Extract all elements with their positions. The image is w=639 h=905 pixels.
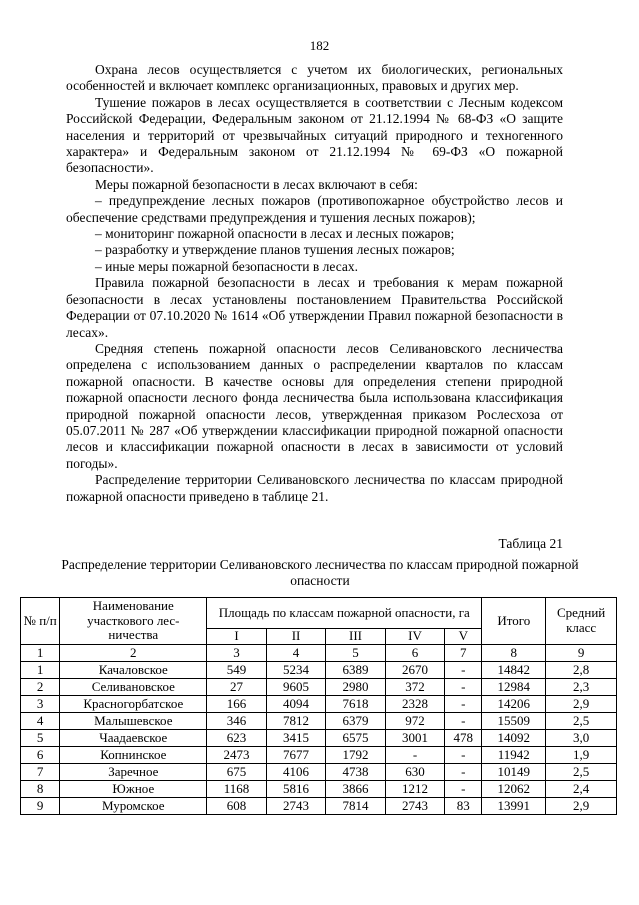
table-cell: 1168 xyxy=(207,780,266,797)
table-cell: 3 xyxy=(21,695,60,712)
table-cell: 5 xyxy=(21,729,60,746)
table-cell: 7677 xyxy=(266,746,325,763)
paragraph: Охрана лесов осуществляется с учетом их биологических, региональных особенностей и включает комплекс организационных, правовых и других мер. xyxy=(66,62,563,94)
column-number-cell: 5 xyxy=(326,644,385,661)
column-number-row xyxy=(21,644,617,661)
table-cell: - xyxy=(445,763,482,780)
table-cell: 549 xyxy=(207,661,266,678)
table-cell: 27 xyxy=(207,678,266,695)
table-cell: 2670 xyxy=(385,661,444,678)
table-cell: - xyxy=(445,661,482,678)
table-cell: 675 xyxy=(207,763,266,780)
paragraph: – предупреждение лесных пожаров (противопожарное обустройство лесов и обеспечение средствами предупреждения и тушения лесных пожаров); xyxy=(66,193,563,225)
paragraph: – иные меры пожарной безопасности в лесах. xyxy=(95,258,358,274)
table-row xyxy=(21,729,617,746)
column-number-cell: 4 xyxy=(266,644,325,661)
paragraph: – разработку и утверждение планов тушения лесных пожаров; xyxy=(95,242,455,258)
table-cell: 7814 xyxy=(326,797,385,814)
table-cell: 166 xyxy=(207,695,266,712)
table-row xyxy=(21,746,617,763)
table-cell: 1792 xyxy=(326,746,385,763)
table-cell: 4106 xyxy=(266,763,325,780)
table-cell: 83 xyxy=(445,797,482,814)
forestry-name-cell: Южное xyxy=(60,780,207,797)
forestry-name-cell: Малышевское xyxy=(60,712,207,729)
table-cell: 2328 xyxy=(385,695,444,712)
forestry-name-cell: Заречное xyxy=(60,763,207,780)
table-cell: 2743 xyxy=(266,797,325,814)
table-cell: 4 xyxy=(21,712,60,729)
table-cell: 2 xyxy=(21,678,60,695)
header-class-4: IV xyxy=(385,629,444,645)
table-cell: - xyxy=(385,746,444,763)
forestry-name-cell: Селивановское xyxy=(60,678,207,695)
header-name: Наименование участкового лес-ничества xyxy=(60,598,207,645)
table-cell: 3001 xyxy=(385,729,444,746)
table-cell: - xyxy=(445,695,482,712)
header-avg: Средний класс xyxy=(546,598,617,645)
table-cell: 2,5 xyxy=(546,763,617,780)
table-cell: 14842 xyxy=(482,661,546,678)
forestry-name-cell: Муромское xyxy=(60,797,207,814)
fire-danger-table xyxy=(20,597,617,815)
table-cell: 1212 xyxy=(385,780,444,797)
header-class-3: III xyxy=(326,629,385,645)
table-cell: 6 xyxy=(21,746,60,763)
column-number-cell: 1 xyxy=(21,644,60,661)
column-number-cell: 3 xyxy=(207,644,266,661)
table-cell: 3,0 xyxy=(546,729,617,746)
table-row xyxy=(21,797,617,814)
table-cell: 2,8 xyxy=(546,661,617,678)
table-cell: 5816 xyxy=(266,780,325,797)
table-cell: - xyxy=(445,712,482,729)
paragraph: Меры пожарной безопасности в лесах включают в себя: xyxy=(95,176,418,192)
table-cell: 8 xyxy=(21,780,60,797)
table-row xyxy=(21,763,617,780)
header-total: Итого xyxy=(482,598,546,645)
table-cell: 14092 xyxy=(482,729,546,746)
table-cell: 7618 xyxy=(326,695,385,712)
table-cell: 2980 xyxy=(326,678,385,695)
table-row xyxy=(21,661,617,678)
table-cell: 7812 xyxy=(266,712,325,729)
header-class-1: I xyxy=(207,629,266,645)
table-cell: 2,3 xyxy=(546,678,617,695)
table-cell: 1 xyxy=(21,661,60,678)
table-cell: 608 xyxy=(207,797,266,814)
column-number-cell: 7 xyxy=(445,644,482,661)
table-cell: 10149 xyxy=(482,763,546,780)
table-cell: 623 xyxy=(207,729,266,746)
table-cell: 4738 xyxy=(326,763,385,780)
table-cell: 9 xyxy=(21,797,60,814)
table-body xyxy=(21,644,617,814)
table-cell: 972 xyxy=(385,712,444,729)
body-text xyxy=(66,62,563,505)
table-row xyxy=(21,695,617,712)
table-cell: 13991 xyxy=(482,797,546,814)
header-num: № п/п xyxy=(21,598,60,645)
table-row xyxy=(21,780,617,797)
table-cell: 6575 xyxy=(326,729,385,746)
table-caption: Распределение территории Селивановского лесничества по классам природной пожарной опасности xyxy=(61,557,579,589)
paragraph: Средняя степень пожарной опасности лесов Селивановского лесничества определена с использованием данных о распределении кварталов по классам пожарной опасности. В качестве основы для определения степени природной пожарной опасности лесного фонда лесничества была использована классификация природной пожарной опасности лесов, утвержденная приказом Рослесхоза от 05.07.2011 № 287 «Об утверждении классификации природной пожарной опасности лесов и классификации пожарной опасности в лесах в зависимости от условий погоды». xyxy=(66,340,563,471)
forestry-name-cell: Копнинское xyxy=(60,746,207,763)
table-cell: - xyxy=(445,678,482,695)
table-cell: 2473 xyxy=(207,746,266,763)
table-cell: 12984 xyxy=(482,678,546,695)
paragraph: Правила пожарной безопасности в лесах и требования к мерам пожарной безопасности в лесах установлены постановлением Правительства Российской Федерации от 07.10.2020 № 1614 «Об утверждении Правил пожарной безопасности в лесах». xyxy=(66,275,563,340)
table-cell: 4094 xyxy=(266,695,325,712)
table-cell: - xyxy=(445,780,482,797)
table-cell: 372 xyxy=(385,678,444,695)
column-number-cell: 6 xyxy=(385,644,444,661)
column-number-cell: 2 xyxy=(60,644,207,661)
column-number-cell: 8 xyxy=(482,644,546,661)
forestry-name-cell: Красногорбатское xyxy=(60,695,207,712)
table-cell: 12062 xyxy=(482,780,546,797)
column-number-cell: 9 xyxy=(546,644,617,661)
table-cell: 5234 xyxy=(266,661,325,678)
forestry-name-cell: Качаловское xyxy=(60,661,207,678)
table-cell: 15509 xyxy=(482,712,546,729)
table-cell: 11942 xyxy=(482,746,546,763)
forestry-name-cell: Чаадаевское xyxy=(60,729,207,746)
table-cell: 2,4 xyxy=(546,780,617,797)
page-number: 182 xyxy=(309,38,330,53)
header-class-2: II xyxy=(266,629,325,645)
table-cell: 346 xyxy=(207,712,266,729)
table-cell: 6379 xyxy=(326,712,385,729)
header-class-5: V xyxy=(445,629,482,645)
table-cell: 478 xyxy=(445,729,482,746)
table-label: Таблица 21 xyxy=(498,536,563,551)
table-row xyxy=(21,712,617,729)
table-cell: 2,5 xyxy=(546,712,617,729)
paragraph: – мониторинг пожарной опасности в лесах и лесных пожаров; xyxy=(95,226,455,242)
table-cell: 2,9 xyxy=(546,797,617,814)
table-cell: 7 xyxy=(21,763,60,780)
table-cell: 630 xyxy=(385,763,444,780)
table-cell: 3866 xyxy=(326,780,385,797)
header-area: Площадь по классам пожарной опасности, га xyxy=(207,598,482,629)
table-cell: - xyxy=(445,746,482,763)
table-cell: 9605 xyxy=(266,678,325,695)
table-row xyxy=(21,678,617,695)
table-cell: 3415 xyxy=(266,729,325,746)
table-cell: 14206 xyxy=(482,695,546,712)
table-cell: 2,9 xyxy=(546,695,617,712)
table-cell: 6389 xyxy=(326,661,385,678)
table-cell: 2743 xyxy=(385,797,444,814)
paragraph: Распределение территории Селивановского лесничества по классам природной пожарной опасности приведено в таблице 21. xyxy=(66,472,563,504)
paragraph: Тушение пожаров в лесах осуществляется в соответствии с Лесным кодексом Российской Федерации, Федеральным законом от 21.12.1994 № 68-ФЗ «О защите населения и территорий от чрезвычайных ситуаций природного и техногенного характера» и Федеральным законом от 21.12.1994 № 69-ФЗ «О пожарной безопасности». xyxy=(66,94,563,176)
table-cell: 1,9 xyxy=(546,746,617,763)
